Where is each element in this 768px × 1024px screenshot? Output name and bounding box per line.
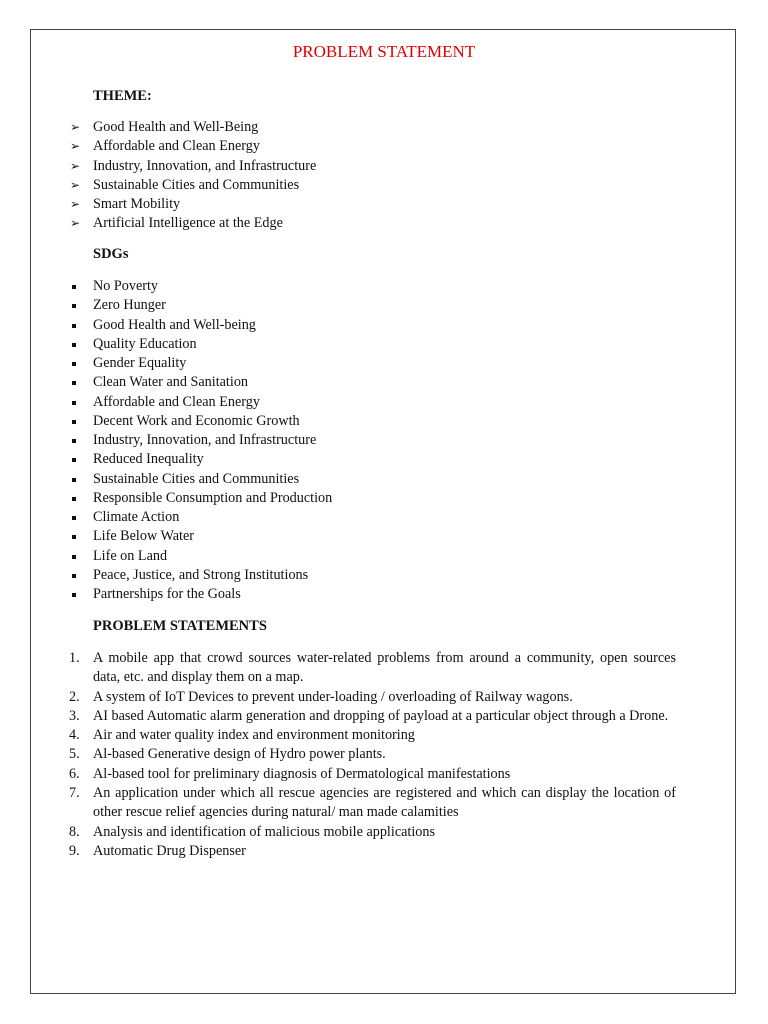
square-bullet-icon bbox=[72, 593, 76, 597]
list-item: Quality Education bbox=[0, 335, 768, 354]
arrowhead-bullet-icon: ➢ bbox=[70, 177, 81, 192]
list-item: Affordable and Clean Energy bbox=[0, 393, 768, 412]
arrowhead-bullet-icon: ➢ bbox=[70, 197, 81, 211]
square-bullet-icon bbox=[72, 381, 76, 385]
square-bullet-icon bbox=[72, 304, 76, 308]
list-item: 8. Analysis and identification of malicious mobile applications bbox=[69, 823, 436, 840]
list-item: 5. Al-based Generative design of Hydro power plants. bbox=[69, 746, 386, 763]
list-item: 2. A system of IoT Devices to prevent under-loading / overloading of Railway wagons. bbox=[69, 688, 573, 705]
list-item: ➢ Sustainable Cities and Communities bbox=[70, 176, 300, 193]
square-bullet-icon bbox=[72, 458, 76, 462]
list-item: 3. AI based Automatic alarm generation and dropping of payload at a particular object through a Drone. bbox=[69, 707, 669, 724]
square-bullet-icon bbox=[72, 420, 76, 424]
square-bullet-icon bbox=[72, 574, 76, 578]
list-item: Gender Equality bbox=[0, 354, 768, 373]
list-item: ➢ Industry, Innovation, and Infrastructure bbox=[70, 157, 317, 174]
list-item: Climate Action bbox=[0, 508, 768, 527]
list-item: 6. Al-based tool for preliminary diagnosis of Dermatological manifestations bbox=[69, 765, 511, 782]
list-item: 7. An application under which all rescue agencies are registered and which can display the location of other rescue relief agencies during natural/ man made calamities bbox=[69, 785, 676, 821]
list-item: Peace, Justice, and Strong Institutions bbox=[0, 566, 768, 585]
list-item: ➢ Affordable and Clean Energy bbox=[70, 138, 260, 155]
document-title: PROBLEM STATEMENT bbox=[292, 42, 476, 61]
sdg-heading: SDGs bbox=[93, 246, 129, 262]
arrowhead-bullet-icon: ➢ bbox=[70, 158, 81, 173]
square-bullet-icon bbox=[72, 401, 76, 405]
square-bullet-icon bbox=[72, 362, 76, 366]
square-bullet-icon bbox=[72, 555, 76, 559]
list-item: ➢ Smart Mobility bbox=[70, 196, 181, 212]
list-item: Good Health and Well-being bbox=[0, 316, 768, 335]
list-item: 9. Automatic Drug Dispenser bbox=[69, 842, 246, 859]
arrowhead-bullet-icon: ➢ bbox=[70, 120, 81, 134]
theme-list bbox=[0, 118, 768, 234]
square-bullet-icon bbox=[72, 535, 76, 539]
problem-statements-list bbox=[0, 649, 768, 861]
square-bullet-icon bbox=[72, 343, 76, 347]
list-item: ➢ Artificial Intelligence at the Edge bbox=[70, 215, 283, 232]
square-bullet-icon bbox=[72, 439, 76, 443]
square-bullet-icon bbox=[72, 497, 76, 501]
arrowhead-bullet-icon: ➢ bbox=[70, 216, 81, 231]
list-item: Life on Land bbox=[0, 547, 768, 566]
list-item: Life Below Water bbox=[0, 527, 768, 546]
list-item: Industry, Innovation, and Infrastructure bbox=[0, 431, 768, 450]
list-item: Decent Work and Economic Growth bbox=[0, 412, 768, 431]
list-item: Clean Water and Sanitation bbox=[0, 373, 768, 392]
problem-statements-heading: PROBLEM STATEMENTS bbox=[93, 618, 267, 634]
arrowhead-bullet-icon: ➢ bbox=[70, 139, 81, 154]
sdg-list bbox=[0, 277, 768, 604]
theme-heading: THEME: bbox=[93, 88, 152, 104]
square-bullet-icon bbox=[72, 324, 76, 328]
list-item: Partnerships for the Goals bbox=[0, 585, 768, 604]
list-item: 4. Air and water quality index and environment monitoring bbox=[69, 727, 415, 744]
list-item: Reduced Inequality bbox=[0, 450, 768, 469]
square-bullet-icon bbox=[72, 516, 76, 520]
list-item: Responsible Consumption and Production bbox=[0, 489, 768, 508]
list-item: Zero Hunger bbox=[0, 296, 768, 315]
list-item: Sustainable Cities and Communities bbox=[0, 470, 768, 489]
list-item: No Poverty bbox=[0, 277, 768, 296]
square-bullet-icon bbox=[72, 285, 76, 289]
square-bullet-icon bbox=[72, 478, 76, 482]
list-item: 1. A mobile app that crowd sources water-related problems from around a community, open sources data, etc. and display them on a map. bbox=[69, 650, 676, 686]
list-item: ➢ Good Health and Well-Being bbox=[70, 119, 259, 135]
